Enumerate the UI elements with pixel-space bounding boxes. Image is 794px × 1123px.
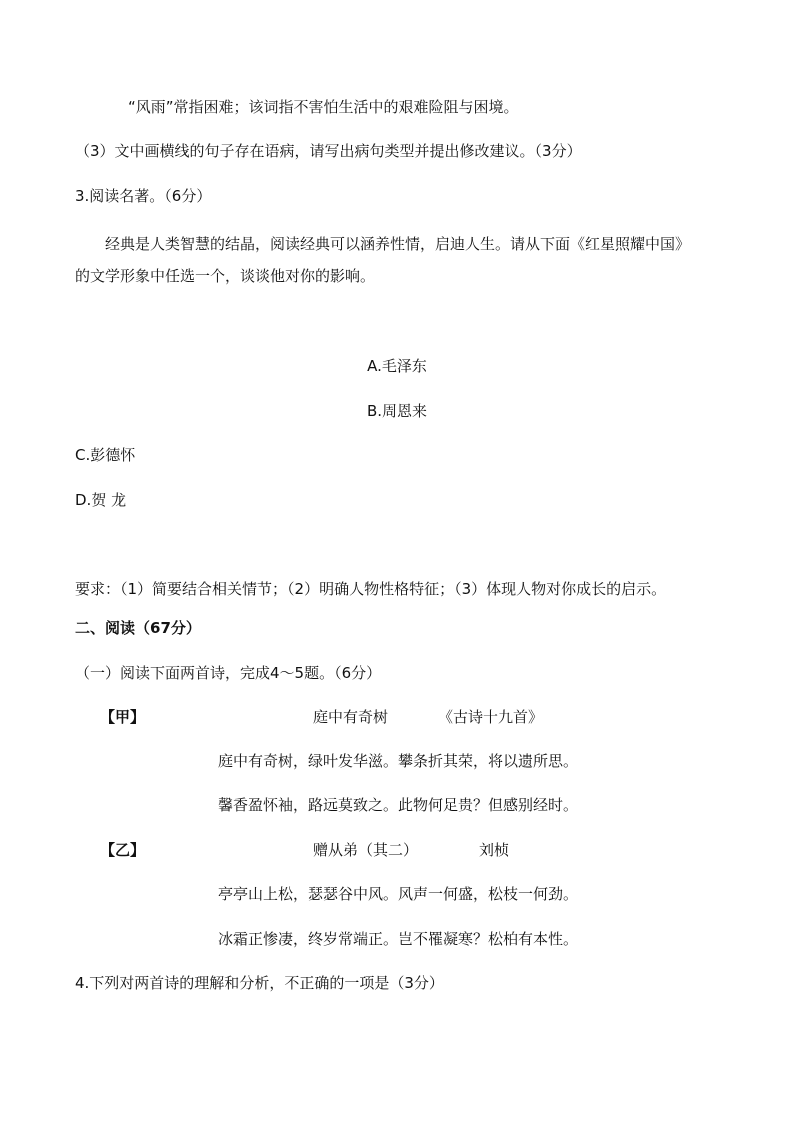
question-3-paragraph-line-2: 的文学形象中任选一个，谈谈他对你的影响。	[75, 267, 376, 285]
poem-yi-label: 【乙】	[100, 841, 146, 859]
section-2-heading: 二、阅读（67分）	[75, 619, 201, 637]
poem-jia-title: 庭中有奇树	[313, 708, 389, 726]
option-c: C.彭德怀	[75, 446, 136, 464]
option-a: A.毛泽东	[367, 357, 427, 375]
question-3-heading: 3.阅读名著。（6分）	[75, 187, 212, 205]
poem-jia-label: 【甲】	[100, 708, 146, 726]
poem-yi-title: 赠从弟（其二）	[313, 841, 419, 859]
note-fengyu: “风雨”常指困难；该词指不害怕生活中的艰难险阻与困境。	[128, 98, 519, 116]
poem-jia-line-1: 庭中有奇树，绿叶发华滋。攀条折其荣，将以遗所思。	[218, 752, 579, 770]
poem-jia-line-2: 馨香盈怀袖，路远莫致之。此物何足贵？但感别经时。	[218, 796, 579, 814]
poem-jia-source: 《古诗十九首》	[438, 708, 544, 726]
option-d: D.贺 龙	[75, 491, 127, 509]
poem-yi-author: 刘桢	[479, 841, 510, 859]
poem-yi-line-2: 冰霜正惨凄，终岁常端正。岂不罹凝寒？松柏有本性。	[218, 930, 579, 948]
poem-yi-line-1: 亭亭山上松，瑟瑟谷中风。风声一何盛，松枝一何劲。	[218, 885, 579, 903]
question-2-3: （3）文中画横线的句子存在语病，请写出病句类型并提出修改建议。（3分）	[75, 142, 582, 160]
question-3-paragraph-line-1: 经典是人类智慧的结晶，阅读经典可以涵养性情，启迪人生。请从下面《红星照耀中国》	[105, 235, 691, 253]
option-b: B.周恩来	[366, 402, 428, 420]
requirements: 要求：（1）简要结合相关情节；（2）明确人物性格特征；（3）体现人物对你成长的启示。	[75, 580, 667, 598]
question-4: 4.下列对两首诗的理解和分析，不正确的一项是（3分）	[75, 974, 444, 992]
part-1-heading: （一）阅读下面两首诗，完成4～5题。（6分）	[75, 664, 382, 682]
